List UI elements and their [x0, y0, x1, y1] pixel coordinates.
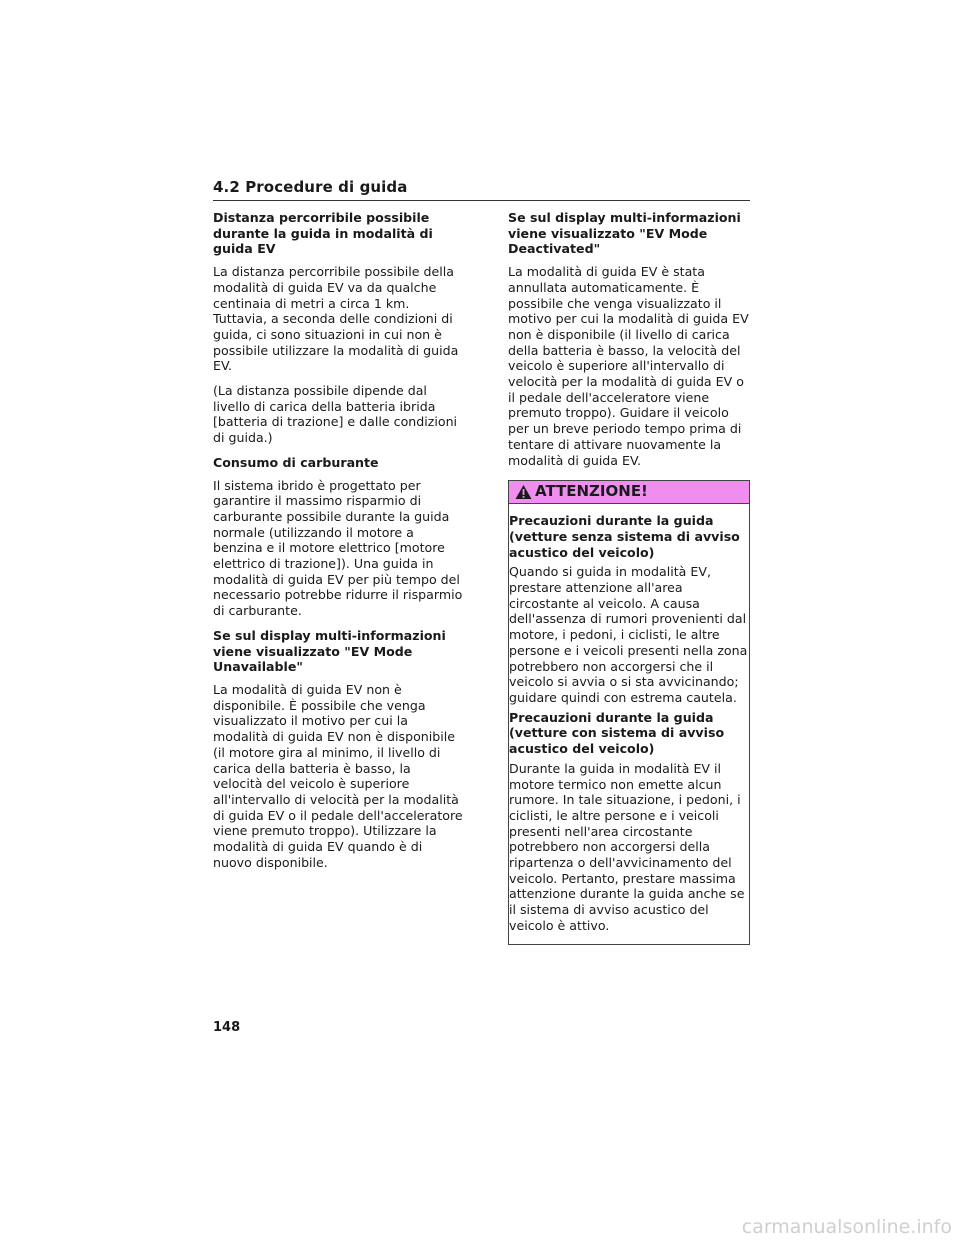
warning-triangle-icon — [515, 484, 532, 500]
warning-header — [509, 481, 749, 504]
ev-range-paragraph: La distanza percorribile possibile della modalità di guida EV va da qualche centinaia di metri a circa 1 km. Tuttavia, a seconda delle condizioni di guida, ci sono situazioni in cui non è possibile utilizzare la modalità di guida EV. — [213, 264, 459, 374]
warning-box — [508, 480, 750, 944]
warning-avas-heading: Precauzioni durante la guida (vetture con sistema di avviso acustico del veicolo) — [509, 709, 725, 757]
warning-label: ATTENZIONE! — [535, 482, 648, 501]
watermark: carmanualsonline.info — [741, 1216, 952, 1238]
warning-no-avas-heading: Precauzioni durante la guida (vetture senza sistema di avviso acustico del veicolo) — [509, 513, 740, 560]
warning-body — [509, 504, 749, 943]
warning-avas-paragraph: Durante la guida in modalità EV il motore termico non emette alcun rumore. In tale situazione, i pedoni, i ciclisti, le altre persone e i veicoli presenti nell'area circostante potrebbero non accorgersi della ripartenza o dell'avvicinamento del veicolo. Pertanto, prestare massima attenzione durante la guida anche se il sistema di avviso acustico del veicolo è attivo. — [509, 760, 745, 933]
ev-range-heading: Distanza percorribile possibile durante la guida in modalità di guida EV — [213, 210, 433, 257]
left-column — [213, 210, 463, 879]
section-header — [213, 177, 750, 201]
ev-unavailable-heading: Se sul display multi-informazioni viene visualizzato "EV Mode Unavailable" — [213, 627, 446, 675]
fuel-consumption-heading: Consumo di carburante — [213, 454, 379, 470]
right-column — [508, 210, 750, 945]
warning-no-avas-paragraph: Quando si guida in modalità EV, prestare attenzione all'area circostante al veicolo. A causa dell'assenza di rumori provenienti dal motore, i pedoni, i ciclisti, le altre persone e i veicoli presenti nella zona potrebbero non accorgersi che il veicolo si avvia o si sta avvicinando; guidare quindi con estrema cautela. — [509, 564, 748, 705]
ev-unavailable-paragraph: La modalità di guida EV non è disponibile. È possibile che venga visualizzato il motivo per cui la modalità di guida EV non è disponibile (il motore gira al minimo, il livello di carica della batteria è basso, la velocità del veicolo è superiore all'intervallo di velocità per la modalità di guida EV o il pedale dell'acceleratore viene premuto troppo). Utilizzare la modalità di guida EV quando è di nuovo disponibile. — [213, 681, 463, 870]
fuel-consumption-paragraph: Il sistema ibrido è progettato per garantire il massimo risparmio di carburante possibile durante la guida normale (utilizzando il motore a benzina e il motore elettrico [motore elettrico di trazione]). Una guida in modalità di guida EV per più tempo del necessario potrebbe ridurre il risparmio di carburante. — [213, 477, 463, 619]
ev-deactivated-heading: Se sul display multi-informazioni viene visualizzato "EV Mode Deactivated" — [508, 210, 741, 257]
ev-range-note: (La distanza possibile dipende dal livello di carica della batteria ibrida [batteria di trazione] e dalle condizioni di guida.) — [213, 383, 458, 446]
section-title: 4.2 Procedure di guida — [213, 178, 408, 196]
ev-deactivated-paragraph: La modalità di guida EV è stata annullata automaticamente. È possibile che venga visualizzato il motivo per cui la modalità di guida EV non è disponibile (il livello di carica della batteria è basso, la velocità del veicolo è superiore all'intervallo di velocità per la modalità di guida EV o il pedale dell'acceleratore viene premuto troppo). Guidare il veicolo per un breve periodo tempo prima di tentare di attivare nuovamente la modalità di guida EV. — [508, 264, 749, 468]
page-number: 148 — [213, 1020, 241, 1035]
